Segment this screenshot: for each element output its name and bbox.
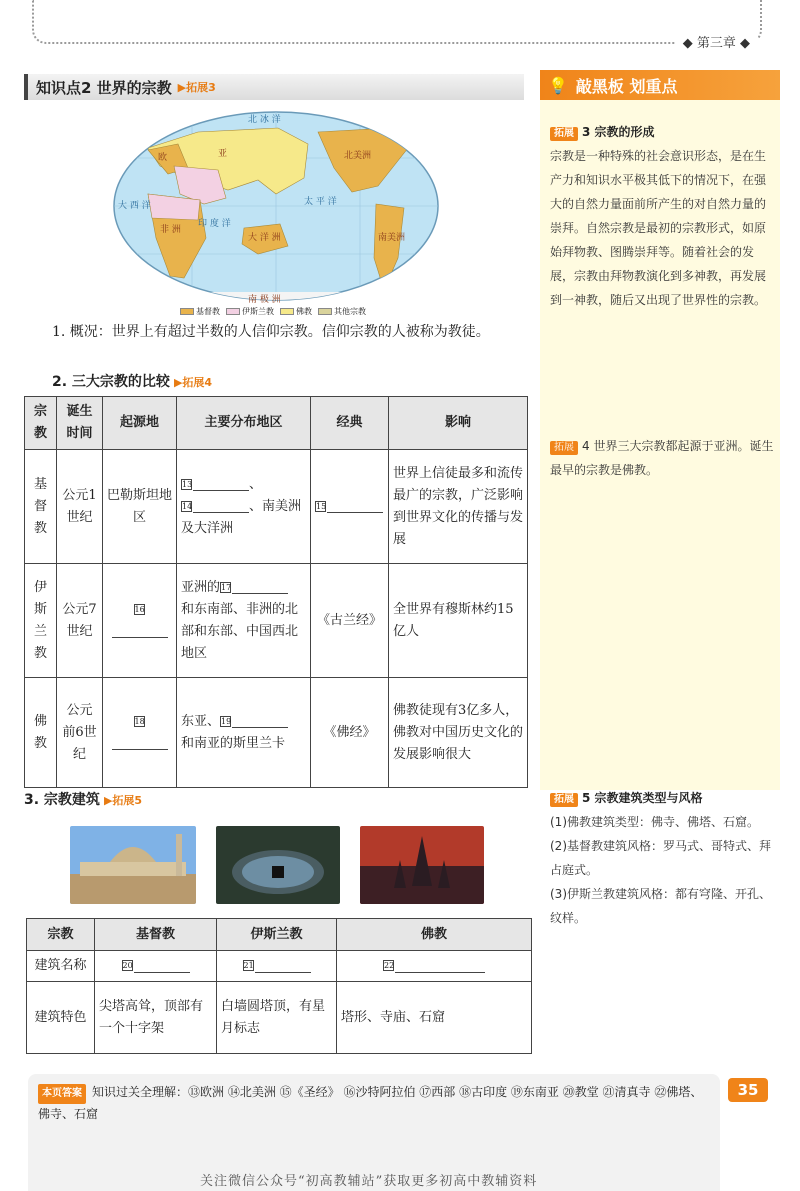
region-cell: 13 、 14 、南美洲及大洋洲 [177, 450, 311, 564]
influence-cell: 佛教徒现有3亿多人，佛教对中国历史文化的发展影响很大 [389, 678, 528, 788]
answer-blank[interactable] [193, 499, 249, 513]
extension-tag: 拓展 [550, 793, 578, 807]
time-cell: 公元1世纪 [57, 450, 103, 564]
answer-blank[interactable] [112, 624, 168, 638]
religion-comparison-table [24, 396, 528, 788]
map-label-pacific: 太 平 洋 [304, 197, 337, 207]
scripture-cell: 《古兰经》 [311, 564, 389, 678]
answer-blank[interactable] [255, 959, 311, 973]
scripture-cell: 《佛经》 [311, 678, 389, 788]
col-header-scripture: 经典 [311, 397, 389, 450]
extension-3-text: 宗教是一种特殊的社会意识形态，是在生产力和知识水平极其低下的情况下，在强大的自然力量面前所产生的对自然力量的崇拜。自然宗教是最初的宗教形式，如原始拜物教、图腾崇拜等。随着社会的发展，宗教由拜物教演化到多神教，再发展到一神教，随后又出现了世界性的宗教。 [550, 149, 767, 307]
region-cell: 亚洲的17 和东南部、非洲的北部和东部、中国西北地区 [177, 564, 311, 678]
extension-5-item: (1)佛教建筑类型：佛寺、佛塔、石窟。 [550, 815, 759, 829]
scripture-cell: 15 [311, 450, 389, 564]
row-label: 建筑特色 [27, 982, 95, 1054]
blank-cell: 20 [95, 951, 217, 982]
sidebar-header [540, 70, 780, 100]
map-label-africa: 非 洲 [160, 225, 181, 235]
architecture-heading: 3. 宗教建筑 ▶拓展5 [24, 792, 143, 808]
lightbulb-icon: 💡 [548, 75, 568, 95]
col-header-buddhism: 佛教 [337, 919, 532, 951]
sidebar-notes [540, 70, 780, 925]
legend-swatch [226, 308, 240, 315]
answer-blank[interactable] [112, 736, 168, 750]
answer-tag: 本页答案 [38, 1084, 86, 1104]
influence-cell: 世界上信徒最多和流传最广的宗教，广泛影响到世界文化的传播与发展 [389, 450, 528, 564]
blank-cell: 21 [217, 951, 337, 982]
pagoda-photo [360, 826, 484, 904]
footer-note: 关注微信公众号“初高教辅站”获取更多初高中教辅资料 [200, 1174, 538, 1189]
compare-heading: 2. 三大宗教的比较 ▶拓展4 [52, 374, 213, 390]
map-label-atlantic: 大 西 洋 [118, 201, 151, 211]
legend-swatch [280, 308, 294, 315]
feature-cell: 白墙圆塔顶，有星月标志 [217, 982, 337, 1054]
legend-item: 基督教 [180, 306, 220, 317]
map-label-oceania: 大 洋 洲 [248, 233, 281, 243]
table-row [25, 678, 528, 788]
map-label-north-america: 北美洲 [344, 151, 372, 161]
overview-text: 1. 概况：世界上有超过半数的人信仰宗教。信仰宗教的人被称为教徒。 [52, 324, 490, 340]
col-header-islam: 伊斯兰教 [217, 919, 337, 951]
origin-cell: 巴勒斯坦地区 [103, 450, 177, 564]
extension-tag: 拓展 [550, 441, 578, 455]
time-cell: 公元前6世纪 [57, 678, 103, 788]
legend-item: 其他宗教 [318, 306, 366, 317]
extension-3-block: 拓展 3 宗教的形成 宗教是一种特殊的社会意识形态，是在生产力和知识水平极其低下的情况下，在强大的自然力量面前所产生的对自然力量的崇拜。自然宗教是最初的宗教形式，如原始拜物教、图腾崇拜等。随着社会的发展，宗教由拜物教演化到多神教，再发展到一神教，随后又出现了世界性的宗教。 [550, 120, 776, 312]
religion-cell: 佛教 [25, 678, 57, 788]
legend-item: 伊斯兰教 [226, 306, 274, 317]
answer-text: 知识过关全理解：⑬欧洲 ⑭北美洲 ⑮《圣经》 ⑯沙特阿拉伯 ⑰西部 ⑱古印度 ⑲东南亚 ⑳教堂 ㉑清真寺 ㉒佛塔、佛寺、石窟 [38, 1085, 703, 1121]
answer-blank[interactable] [327, 499, 383, 513]
answer-blank[interactable] [395, 959, 485, 973]
col-header-origin: 起源地 [103, 397, 177, 450]
origin-cell: 18 [103, 678, 177, 788]
map-label-arctic: 北 冰 洋 [248, 115, 281, 125]
map-label-antarctica: 南 极 洲 [248, 295, 281, 305]
answer-blank[interactable] [232, 714, 288, 728]
col-header-religion: 宗教 [27, 919, 95, 951]
blank-cell: 22 [337, 951, 532, 982]
map-label-south-america: 南美洲 [378, 233, 406, 243]
col-header-christianity: 基督教 [95, 919, 217, 951]
col-header-time: 诞生时间 [57, 397, 103, 450]
answer-blank[interactable] [232, 580, 288, 594]
table-row [25, 564, 528, 678]
extension-5-block: 拓展 5 宗教建筑类型与风格 (1)佛教建筑类型：佛寺、佛塔、石窟。 (2)基督教建筑风格：罗马式、哥特式、拜占庭式。 (3)伊斯兰教建筑风格：都有穹隆、开孔、纹样。 [550, 786, 776, 930]
table-row [25, 450, 528, 564]
architecture-extension-link[interactable]: ▶拓展5 [103, 794, 143, 807]
top-frame [32, 0, 762, 44]
region-cell: 东亚、19 和南亚的斯里兰卡 [177, 678, 311, 788]
legend-swatch [180, 308, 194, 315]
extension-tag: 拓展 [550, 127, 578, 141]
compare-extension-link[interactable]: ▶拓展4 [173, 376, 213, 389]
world-religion-map [108, 108, 444, 308]
table-row [27, 982, 532, 1054]
mosque-photo [216, 826, 340, 904]
chapter-label: ◆ 第三章 ◆ [675, 30, 758, 53]
extension-4-text: 世界三大宗教都起源于亚洲。诞生最早的宗教是佛教。 [550, 439, 774, 477]
col-header-region: 主要分布地区 [177, 397, 311, 450]
architecture-table [26, 918, 532, 1054]
legend-item: 佛教 [280, 306, 312, 317]
map-label-indian: 印 度 洋 [198, 219, 231, 229]
feature-cell: 尖塔高耸，顶部有一个十字架 [95, 982, 217, 1054]
time-cell: 公元7世纪 [57, 564, 103, 678]
page-number: 35 [728, 1078, 768, 1102]
section-heading [24, 74, 524, 100]
section-extension-link[interactable]: ▶拓展3 [177, 81, 216, 94]
legend-swatch [318, 308, 332, 315]
section-title: 知识点2 世界的宗教 [36, 78, 172, 97]
table-row [27, 951, 532, 982]
extension-5-item: (2)基督教建筑风格：罗马式、哥特式、拜占庭式。 [550, 839, 771, 877]
religion-cell: 伊斯兰教 [25, 564, 57, 678]
answer-blank[interactable] [193, 477, 249, 491]
influence-cell: 全世界有穆斯林约15亿人 [389, 564, 528, 678]
extension-5-item: (3)伊斯兰教建筑风格：都有穹隆、开孔、纹样。 [550, 887, 771, 925]
col-header-influence: 影响 [389, 397, 528, 450]
origin-cell: 16 [103, 564, 177, 678]
church-photo [70, 826, 196, 904]
col-header-religion: 宗教 [25, 397, 57, 450]
map-label-asia: 亚 [218, 149, 228, 159]
map-label-europe: 欧 [158, 153, 168, 163]
map-legend [180, 306, 366, 317]
feature-cell: 塔形、寺庙、石窟 [337, 982, 532, 1054]
row-label: 建筑名称 [27, 951, 95, 982]
sidebar-title: 敲黑板 划重点 [575, 76, 678, 96]
religion-cell: 基督教 [25, 450, 57, 564]
answer-blank[interactable] [134, 959, 190, 973]
extension-4-block: 拓展 4 世界三大宗教都起源于亚洲。诞生最早的宗教是佛教。 [550, 439, 774, 477]
